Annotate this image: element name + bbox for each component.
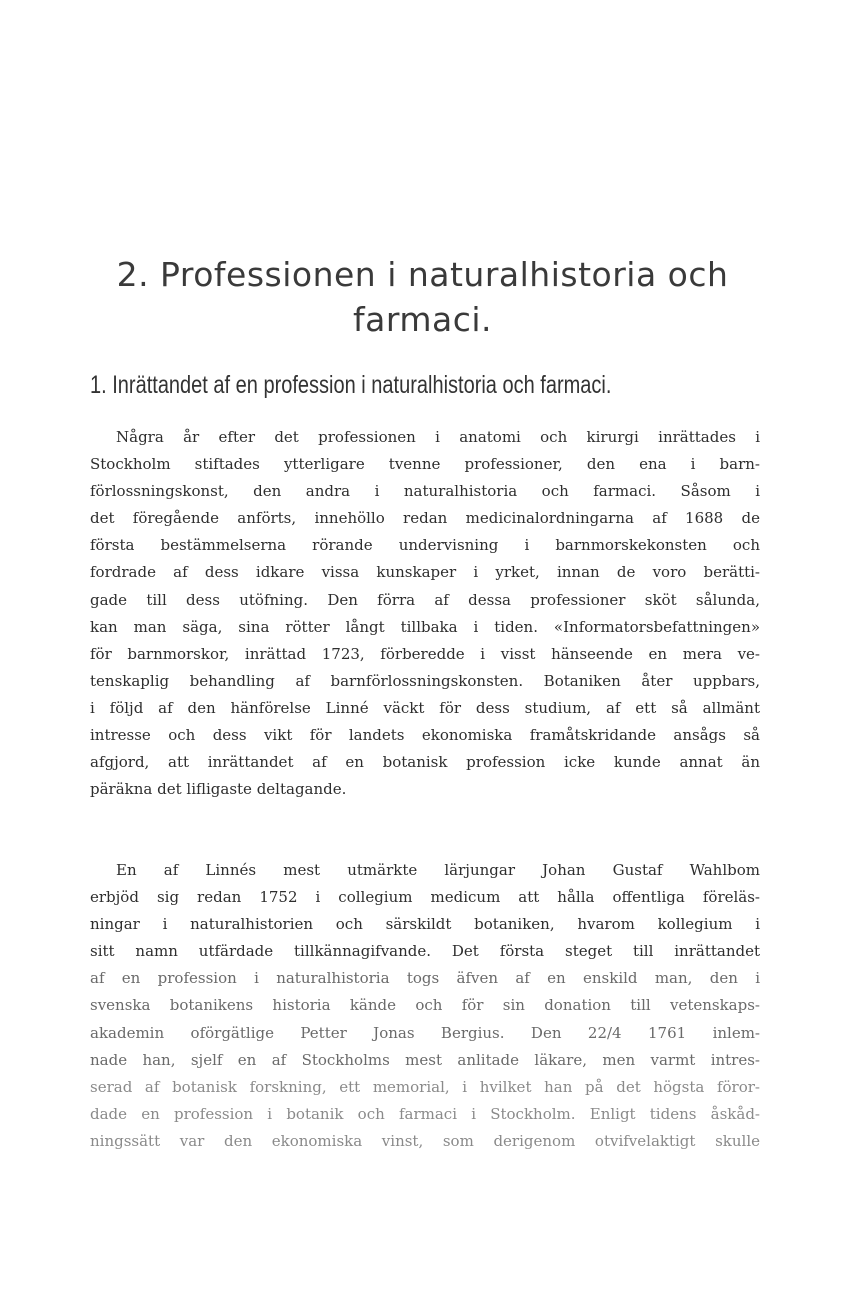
chapter-title-line-2: farmaci. <box>353 300 492 339</box>
text-line: fordrade af dess idkare vissa kunskaper i yrket, innan de voro berätti- <box>90 563 760 582</box>
text-line: akademin oförgätlige Petter Jonas Bergius. Den 22/4 1761 inlem- <box>90 1023 760 1042</box>
text-line: af en profession i naturalhistoria togs äfven af en enskild man, den i <box>90 969 760 988</box>
text-line: i följd af den hänförelse Linné väckt för dess studium, af ett så allmänt <box>90 698 760 717</box>
chapter-title-line-1: 2. Professionen i naturalhistoria och <box>116 255 729 294</box>
text-line: för barnmorskor, inrättad 1723, förberedde i visst hänseende en mera ve- <box>90 644 760 663</box>
text-line: intresse och dess vikt för landets ekonomiska framåtskridande ansågs så <box>90 726 760 745</box>
text-line: sitt namn utfärdade tillkännagifvande. Det första steget till inrättandet <box>90 942 760 961</box>
text-line: kan man säga, sina rötter långt tillbaka i tiden. «Informatorsbefattningen» <box>90 617 760 636</box>
section-title: 1. Inrättandet af en profession i naturalhistoria och farmaci. <box>90 371 612 399</box>
text-line: En af Linnés mest utmärkte lärjungar Johan Gustaf Wahlbom <box>116 861 760 879</box>
chapter-title <box>60 252 785 342</box>
text-line: serad af botanisk forskning, ett memorial, i hvilket han på det högsta föror- <box>90 1077 760 1096</box>
text-line: gade till dess utöfning. Den förra af dessa professioner sköt sålunda, <box>90 590 760 609</box>
text-line: det föregående anförts, innehöllo redan medicinalordningarna af 1688 de <box>90 509 760 528</box>
paragraph-1 <box>90 424 760 803</box>
paragraph-2 <box>90 857 760 1155</box>
text-line: afgjord, att inrättandet af en botanisk profession icke kunde annat än <box>90 753 760 772</box>
text-line: päräkna det lifligaste deltagande. <box>90 780 347 799</box>
text-line: nade han, sjelf en af Stockholms mest anlitade läkare, men varmt intres- <box>90 1050 760 1069</box>
text-line: svenska botanikens historia kände och för sin donation till vetenskaps- <box>90 996 760 1015</box>
text-line: första bestämmelserna rörande undervisning i barnmorskekonsten och <box>90 536 760 555</box>
text-line: ningar i naturalhistorien och särskildt botaniken, hvarom kollegium i <box>90 915 760 934</box>
text-line: tenskaplig behandling af barnförlossningskonsten. Botaniken åter uppbars, <box>90 671 760 690</box>
text-line: dade en profession i botanik och farmaci i Stockholm. Enligt tidens åskåd- <box>90 1104 760 1123</box>
text-line: Några år efter det professionen i anatomi och kirurgi inrättades i <box>116 428 760 446</box>
text-line: ningssätt var den ekonomiska vinst, som derigenom otvifvelaktigt skulle <box>90 1131 760 1150</box>
text-line: erbjöd sig redan 1752 i collegium medicum att hålla offentliga föreläs- <box>90 888 760 907</box>
text-line: Stockholm stiftades ytterligare tvenne professioner, den ena i barn- <box>90 455 760 474</box>
text-line: förlossningskonst, den andra i naturalhistoria och farmaci. Såsom i <box>90 482 760 501</box>
